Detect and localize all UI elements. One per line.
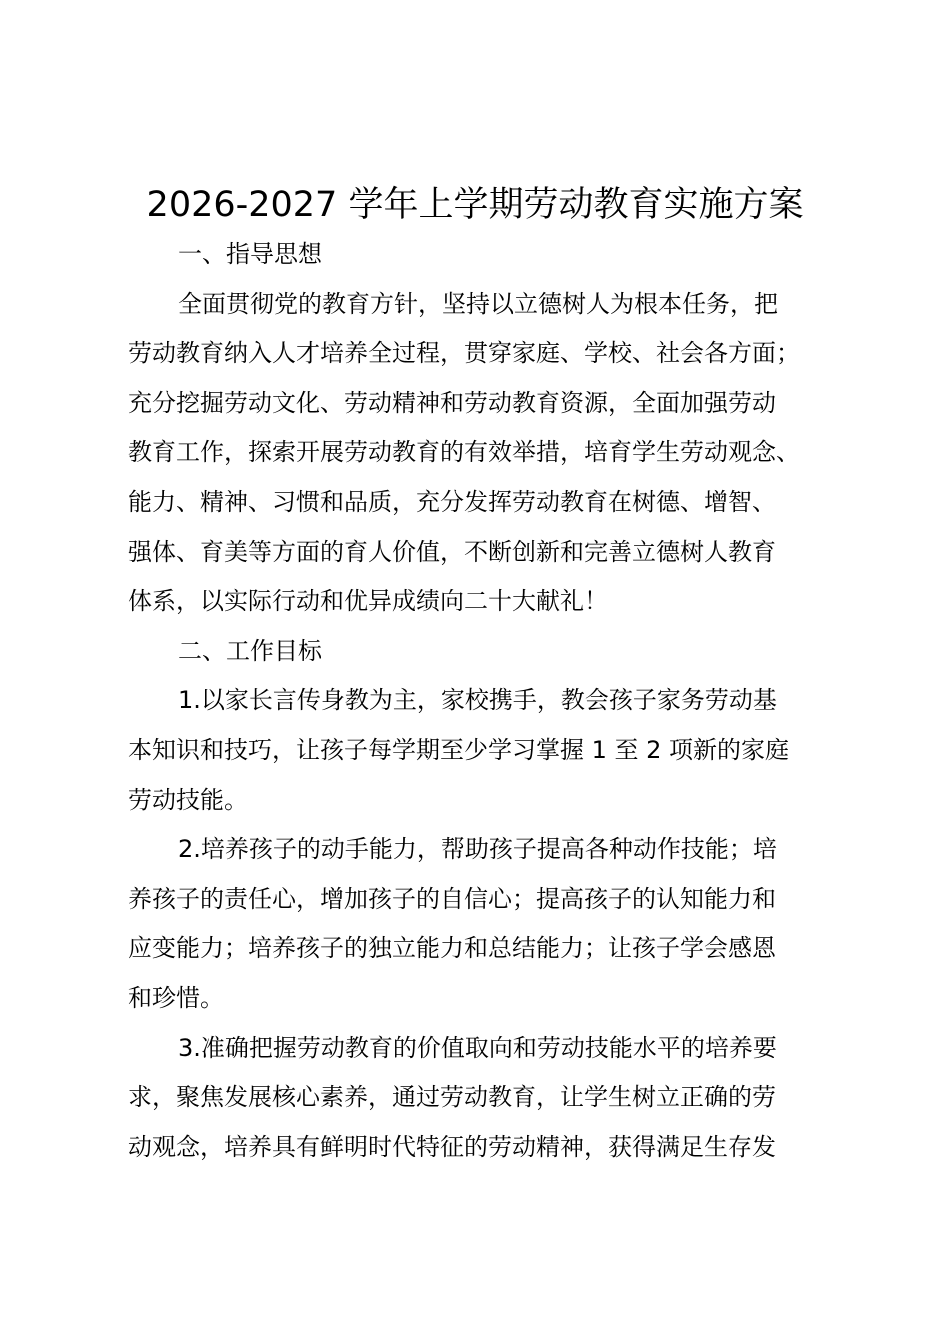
paragraph-line: 教育工作，探索开展劳动教育的有效举措，培育学生劳动观念、	[128, 438, 800, 467]
document-title: 2026-2027 学年上学期劳动教育实施方案	[146, 185, 804, 225]
paragraph-line: 劳动技能。	[128, 785, 248, 814]
paragraph-line: 能力、精神、习惯和品质，充分发挥劳动教育在树德、增智、	[128, 487, 776, 516]
paragraph-line: 1.以家长言传身教为主，家校携手，教会孩子家务劳动基	[178, 686, 777, 715]
document-body	[128, 230, 838, 1172]
paragraph-line: 和珍惜。	[128, 983, 224, 1012]
paragraph-line: 动观念，培养具有鲜明时代特征的劳动精神，获得满足生存发	[128, 1132, 776, 1161]
paragraph-line: 一、指导思想	[178, 240, 322, 268]
paragraph-line: 强体、育美等方面的育人价值，不断创新和完善立德树人教育	[128, 537, 776, 566]
paragraph-line: 体系，以实际行动和优异成绩向二十大献礼！	[128, 587, 608, 616]
paragraph-line: 劳动教育纳入人才培养全过程，贯穿家庭、学校、社会各方面；	[128, 339, 800, 368]
paragraph-line: 2.培养孩子的动手能力，帮助孩子提高各种动作技能；培	[178, 835, 777, 864]
paragraph-line: 求，聚焦发展核心素养，通过劳动教育，让学生树立正确的劳	[128, 1083, 776, 1112]
paragraph-line: 充分挖掘劳动文化、劳动精神和劳动教育资源，全面加强劳动	[128, 388, 776, 417]
paragraph-line: 二、工作目标	[178, 636, 322, 665]
paragraph-line: 养孩子的责任心，增加孩子的自信心；提高孩子的认知能力和	[128, 884, 776, 913]
paragraph-line: 应变能力；培养孩子的独立能力和总结能力；让孩子学会感恩	[128, 934, 776, 963]
paragraph-line: 全面贯彻党的教育方针，坚持以立德树人为根本任务，把	[178, 289, 778, 318]
paragraph-line: 3.准确把握劳动教育的价值取向和劳动技能水平的培养要	[178, 1033, 777, 1062]
paragraph-line: 本知识和技巧，让孩子每学期至少学习掌握 1 至 2 项新的家庭	[128, 735, 790, 764]
